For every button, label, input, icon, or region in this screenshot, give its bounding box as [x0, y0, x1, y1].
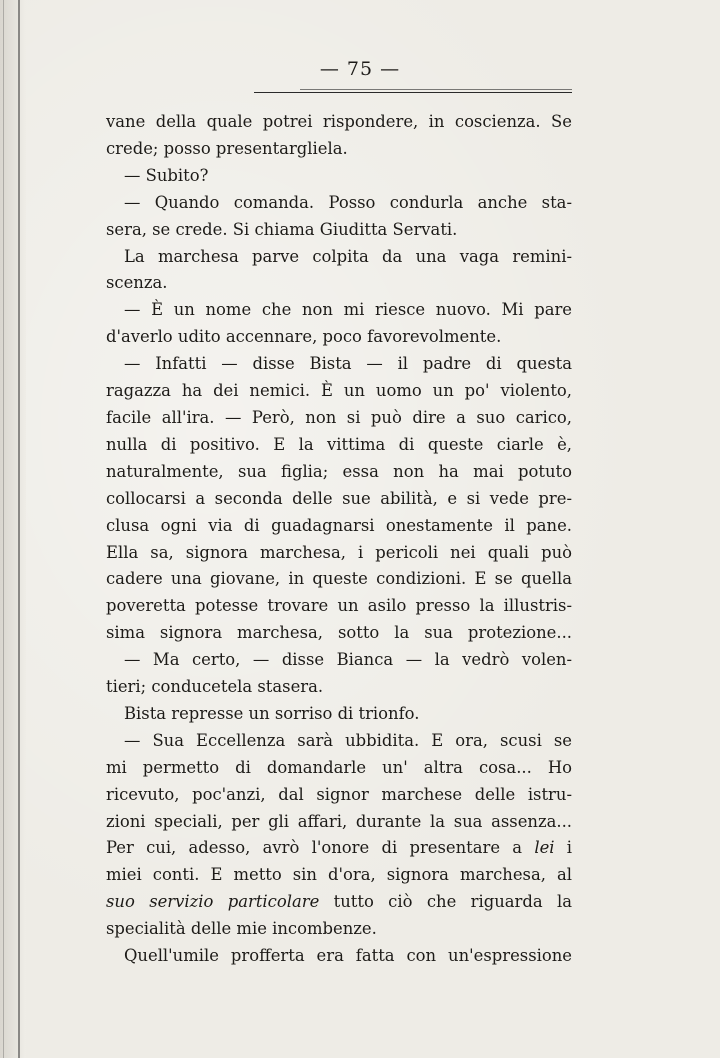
- text-line: naturalmente, sua figlia; essa non ha mai potuto: [106, 461, 572, 481]
- header-rule-upper: [300, 89, 572, 90]
- italic-word: lei: [534, 838, 555, 858]
- binding-line-outer: [3, 0, 4, 1058]
- body-text: [106, 109, 572, 970]
- text-line: — Ma certo, — disse Bianca — la vedrò volen-: [124, 650, 572, 670]
- binding-line: [18, 0, 20, 1058]
- text-line: sera, se crede. Si chiama Giuditta Servati.: [106, 219, 458, 239]
- text-line: Quell'umile profferta era fatta con un'espressione: [124, 946, 572, 966]
- text-line: specialità delle mie incombenze.: [106, 919, 377, 939]
- text-line: vane della quale potrei rispondere, in coscienza. Se: [106, 112, 572, 131]
- text-line: — È un nome che non mi riesce nuovo. Mi pare: [124, 300, 572, 320]
- text-line: Bista represse un sorriso di trionfo.: [124, 703, 420, 723]
- text-line: miei conti. E metto sin d'ora, signora marchesa, al: [106, 865, 572, 885]
- text-line: clusa ogni via di guadagnarsi onestamente il pane.: [106, 515, 572, 535]
- text-line: ragazza ha dei nemici. È un uomo un po' violento,: [106, 381, 572, 401]
- italic-phrase: suo servizio particolare: [106, 892, 320, 912]
- text-line: collocarsi a seconda delle sue abilità, e si vede pre-: [106, 488, 572, 508]
- text-line: ricevuto, poc'anzi, dal signor marchese delle istru-: [106, 784, 572, 804]
- text-line: cadere una giovane, in queste condizioni. E se quella: [106, 569, 572, 589]
- text-line: mi permetto di domandarle un' altra cosa... Ho: [106, 757, 572, 777]
- text-line: nulla di positivo. E la vittima di queste ciarle è,: [106, 434, 572, 454]
- text-line: — Sua Eccellenza sarà ubbidita. E ora, scusi se: [124, 730, 572, 750]
- text-line: Ella sa, signora marchesa, i pericoli nei quali può: [106, 542, 572, 562]
- text-line: tieri; conducetela stasera.: [106, 677, 324, 697]
- header-rule: [254, 92, 572, 93]
- text-line-with-italic: [106, 835, 572, 862]
- text-line: — Subito?: [124, 165, 209, 185]
- text-line-with-italic: [106, 889, 572, 916]
- text-segment: tutto ciò che riguarda la: [319, 892, 572, 912]
- text-line: — Quando comanda. Posso condurla anche sta-: [124, 192, 572, 212]
- text-line: d'averlo udito accennare, poco favorevolmente.: [106, 327, 502, 347]
- text-line: — Infatti — disse Bista — il padre di questa: [124, 354, 572, 374]
- text-line: zioni speciali, per gli affari, durante la sua assenza...: [106, 811, 572, 831]
- text-segment: i: [554, 838, 573, 858]
- text-line: La marchesa parve colpita da una vaga remini-: [124, 246, 572, 266]
- text-line: poveretta potesse trovare un asilo presso la illustris-: [106, 596, 572, 616]
- text-line: crede; posso presentargliela.: [106, 138, 348, 158]
- text-line: sima signora marchesa, sotto la sua protezione...: [106, 623, 572, 643]
- text-segment: Per cui, adesso, avrò l'onore di presentare a: [106, 838, 535, 858]
- page-number: — 75 —: [319, 58, 401, 80]
- text-line: scenza.: [106, 273, 168, 293]
- text-line: facile all'ira. — Però, non si può dire a suo carico,: [106, 407, 572, 427]
